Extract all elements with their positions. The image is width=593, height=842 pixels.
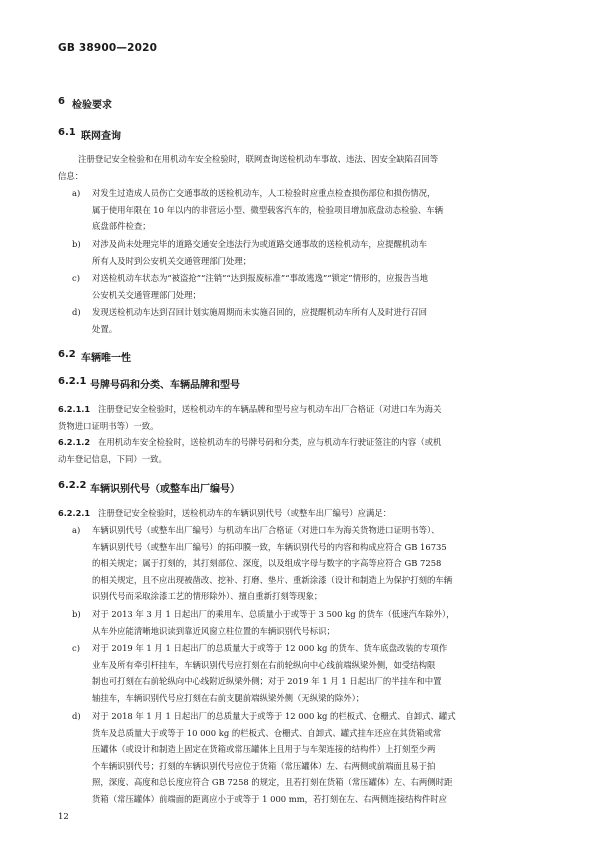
list-label: a) — [72, 525, 81, 535]
text-line: 照，深度、高度和总长度应符合 GB 7258 的规定，且若打刻在货箱（常压罐体）左、右两侧时距 — [92, 777, 453, 787]
text-line: 对涉及尚未处理完毕的道路交通安全违法行为或道路交通事故的送检机动车，应提醒机动车 — [92, 239, 427, 249]
heading-number: 6 — [58, 96, 65, 107]
list-item-6-1-a — [72, 185, 443, 235]
text-line: 对于 2013 年 3 月 1 日起出厂的乘用车、总质量小于或等于 3 500 kg 的货车（低速汽车除外）， — [92, 609, 455, 619]
page-number: 12 — [58, 812, 69, 822]
paragraph-6-1-intro — [58, 151, 439, 184]
text-line: 在用机动车安全检验时，送检机动车的号牌号码和分类，应与机动车行驶证签注的内容（或机 — [98, 437, 442, 447]
standard-code: GB 38900—2020 — [58, 42, 158, 54]
text-line: 对于 2019 年 1 月 1 日起出厂的总质量大于或等于 12 000 kg 的货车、货车底盘改装的专项作 — [92, 643, 448, 653]
text-line: 货物进口证明书等）一致。 — [58, 420, 159, 431]
text-line: 注册登记安全检验时，送检机动车的车辆识别代号（或整车出厂编号）应满足： — [98, 508, 392, 518]
heading-number: 6.2.2 — [58, 480, 87, 491]
list-item-6-2-2-1-c — [72, 640, 448, 706]
text-line: 注册登记安全检验和在用机动车安全检验时，联网查询送检机动车事故、违法、因安全缺陷召回等 — [78, 154, 439, 164]
list-item-6-1-b — [72, 236, 427, 269]
text-line: 的相关规定，且不应出现被凿改、挖补、打磨、垫片、重新涂漆（设计和制造上为保护打刻的车辆 — [92, 574, 453, 585]
text-line: 对送检机动车状态为“被盗抢”“注销”“达到报废标准”“事故逃逸”“锁定”情形的，应报告当地 — [92, 273, 428, 283]
list-label: c) — [72, 643, 80, 653]
clause-number: 6.2.1.2 — [58, 437, 91, 447]
list-label: b) — [72, 239, 81, 249]
text-line: 货车及总质量大于或等于 10 000 kg 的栏板式、仓栅式、自卸式、罐式挂车还应在其货箱或常 — [92, 727, 442, 738]
heading-number: 6.2 — [58, 349, 76, 360]
heading-title: 号牌号码和分类、车辆品牌和型号 — [90, 380, 240, 391]
heading-6-2-1 — [58, 376, 240, 391]
heading-6-2-2 — [58, 480, 240, 495]
text-line: 处置。 — [92, 323, 118, 334]
list-item-6-1-c — [72, 270, 428, 303]
heading-number: 6.1 — [58, 127, 76, 138]
text-line: 货箱（常压罐体）前端面的距离应小于或等于 1 000 mm，若打刻在左、右两侧连接结构件时应 — [92, 793, 448, 804]
list-item-6-2-2-1-b — [72, 606, 455, 639]
text-line: 业车及所有牵引杆挂车，车辆识别代号应打刻在右前轮纵向中心线前端纵梁外侧，如受结构限 — [92, 659, 436, 670]
list-label: b) — [72, 609, 81, 619]
clause-number: 6.2.1.1 — [58, 404, 91, 414]
text-line: 轴挂车，车辆识别代号应打刻在右前支腿前端纵梁外侧（无纵梁的除外）； — [92, 692, 365, 703]
heading-title: 联网查询 — [81, 131, 121, 142]
paragraph-6-2-1-2 — [58, 434, 441, 467]
list-item-6-2-2-1-d — [72, 708, 456, 807]
heading-title: 车辆识别代号（或整车出厂编号） — [90, 484, 240, 495]
text-line: 的相关规定；属于打刻的，其打刻部位、深度，以及组成字母与数字的字高等应符合 GB 7258 — [92, 558, 442, 568]
text-line: 属于使用年限在 10 年以内的非营运小型、微型载客汽车的，检验项目增加底盘动态检验、车辆 — [92, 204, 443, 215]
list-label: d) — [72, 711, 81, 721]
heading-6 — [58, 96, 112, 111]
text-line: 车辆识别代号（或整车出厂编号）的拓印膜一致，车辆识别代号的内容和构成应符合 GB 16735 — [92, 541, 447, 552]
clause-number: 6.2.2.1 — [58, 508, 91, 518]
heading-title: 车辆唯一性 — [81, 353, 131, 364]
text-line: 所有人及时到公安机关交通管理部门处理； — [92, 255, 252, 266]
text-line: 对发生过造成人员伤亡交通事故的送检机动车，人工检验时应重点检查损伤部位和损伤情况， — [92, 188, 436, 198]
text-line: 对于 2018 年 1 月 1 日起出厂的总质量大于或等于 12 000 kg 的栏板式、仓栅式、自卸式、罐式 — [92, 711, 456, 721]
text-line: 制也可打刻在右前轮纵向中心线附近纵梁外侧；对于 2019 年 1 月 1 日起出厂的半挂车和中置 — [92, 676, 442, 686]
heading-6-1 — [58, 127, 121, 142]
text-line: 车辆识别代号（或整车出厂编号）与机动车出厂合格证（对进口车为海关货物进口证明书等）、 — [92, 525, 440, 535]
text-line: 压罐体（或设计和制造上固定在货箱或常压罐体上且用于与车架连接的结构件）上打刻至少两 — [92, 744, 436, 754]
heading-number: 6.2.1 — [58, 376, 87, 387]
text-line: 动车登记信息，下同）一致。 — [58, 453, 167, 464]
list-item-6-2-2-1-a — [72, 522, 453, 605]
text-line: 注册登记安全检验时，送检机动车的车辆品牌和型号应与机动车出厂合格证（对进口车为海关 — [98, 404, 442, 414]
text-line: 信息： — [58, 170, 84, 181]
text-line: 底盘部件检查； — [92, 221, 151, 231]
heading-6-2 — [58, 349, 131, 364]
paragraph-6-2-1-1 — [58, 401, 441, 434]
list-item-6-1-d — [72, 304, 427, 337]
text-line: 公安机关交通管理部门处理； — [92, 289, 201, 300]
text-line: 个车辆识别代号；打刻的车辆识别代号应位于货箱（常压罐体）左、右两侧或前端面且易于拍 — [92, 760, 436, 771]
text-line: 从车外应能清晰地识读到靠近风窗立柱位置的车辆识别代号标识； — [92, 625, 335, 636]
list-label: d) — [72, 307, 81, 317]
heading-title: 检验要求 — [72, 100, 112, 111]
text-line: 发现送检机动车达到召回计划实施周期而未实施召回的，应提醒机动车所有人及时进行召回 — [92, 307, 427, 317]
text-line: 识别代号而采取涂漆工艺的情形除外）、擅自重新打刻等现象； — [92, 591, 323, 601]
list-label: a) — [72, 188, 81, 198]
paragraph-6-2-2-1-intro — [58, 505, 391, 522]
list-label: c) — [72, 273, 80, 283]
